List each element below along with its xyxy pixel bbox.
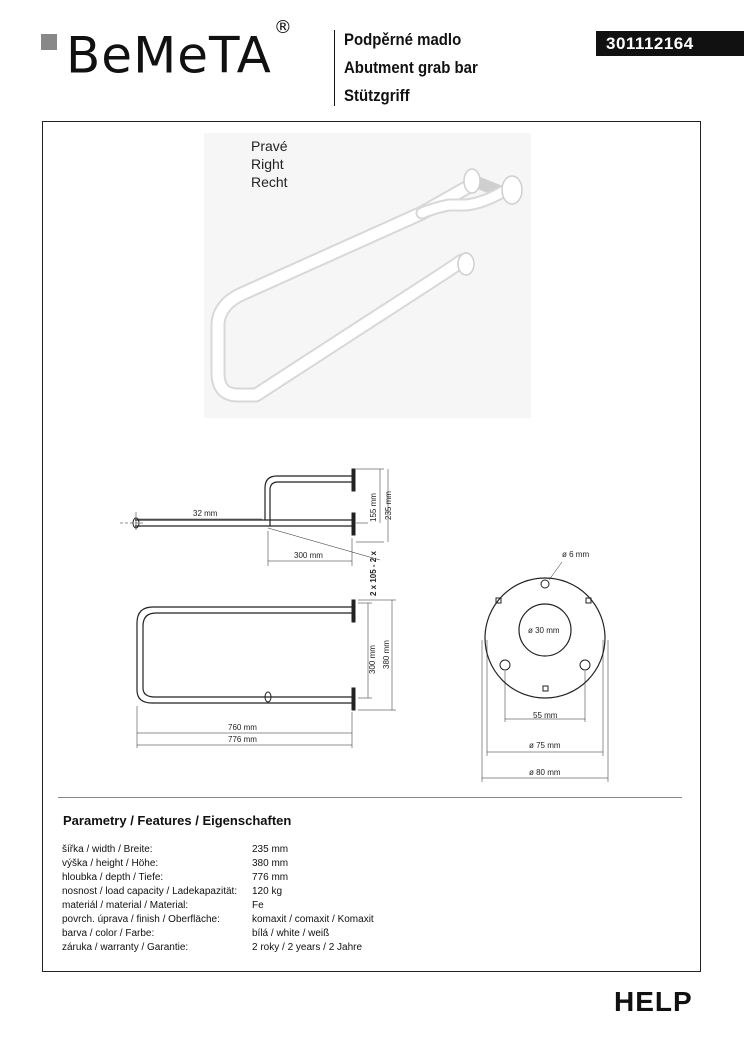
table-row: [62, 913, 374, 927]
param-value: 2 roky / 2 years / 2 Jahre: [252, 942, 363, 953]
title-de: Stützgriff: [344, 86, 410, 105]
param-label: hloubka / depth / Tiefe:: [62, 872, 164, 883]
param-value: 776 mm: [252, 872, 289, 883]
dim-32: 32 mm: [193, 509, 218, 518]
param-label: materiál / material / Material:: [62, 900, 189, 911]
dim-235: 235 mm: [384, 491, 393, 520]
dim-phi30: ø 30 mm: [528, 626, 560, 635]
dim-300-top: 300 mm: [368, 645, 377, 674]
title-cz: Podpěrné madlo: [344, 30, 462, 49]
dim-155: 155 mm: [369, 493, 378, 522]
dim-300-side: 300 mm: [294, 551, 323, 560]
table-row: [62, 941, 374, 955]
title-en: Abutment grab bar: [344, 58, 478, 77]
param-value: komaxit / comaxit / Komaxit: [252, 914, 374, 925]
dim-phi6: ø 6 mm: [562, 550, 590, 559]
dim-55: 55 mm: [533, 711, 558, 720]
top-view: [137, 600, 396, 748]
parameters-table: [62, 843, 374, 955]
table-row: [62, 927, 374, 941]
dim-phi75: ø 75 mm: [529, 741, 561, 750]
table-row: [62, 843, 374, 857]
table-row: [62, 871, 374, 885]
brand-name: BeMeTA: [66, 26, 272, 85]
table-row: [62, 885, 374, 899]
param-label: barva / color / Farbe:: [62, 928, 155, 939]
param-label: výška / height / Höhe:: [62, 858, 159, 869]
parameters-divider: [58, 797, 682, 798]
dim-776: 776 mm: [228, 735, 257, 744]
param-label: šířka / width / Breite:: [62, 844, 153, 855]
orientation-en: Right: [251, 156, 284, 172]
parameters-heading: Parametry / Features / Eigenschaften: [63, 813, 292, 828]
dim-760: 760 mm: [228, 723, 257, 732]
series-label: HELP: [614, 986, 693, 1017]
product-code: 301112164: [596, 31, 744, 56]
param-label: záruka / warranty / Garantie:: [62, 942, 189, 953]
param-value: 120 kg: [252, 886, 283, 897]
param-value: Fe: [252, 900, 264, 911]
table-row: [62, 899, 374, 913]
param-value: 380 mm: [252, 858, 289, 869]
dim-phi80: ø 80 mm: [529, 768, 561, 777]
orientation-cz: Pravé: [251, 138, 288, 154]
side-view: [120, 469, 388, 566]
dim-380: 380 mm: [382, 640, 391, 669]
param-label: nosnost / load capacity / Ladekapazität:: [62, 886, 238, 897]
param-label: povrch. úprava / finish / Oberfläche:: [62, 914, 220, 925]
param-value: 235 mm: [252, 844, 289, 855]
table-row: [62, 857, 374, 871]
orientation-de: Recht: [251, 174, 288, 190]
registered-mark: ®: [273, 17, 293, 38]
param-value: bílá / white / weiß: [252, 928, 330, 939]
dim-screw: 2 x 105 - 2 x: [369, 551, 378, 596]
